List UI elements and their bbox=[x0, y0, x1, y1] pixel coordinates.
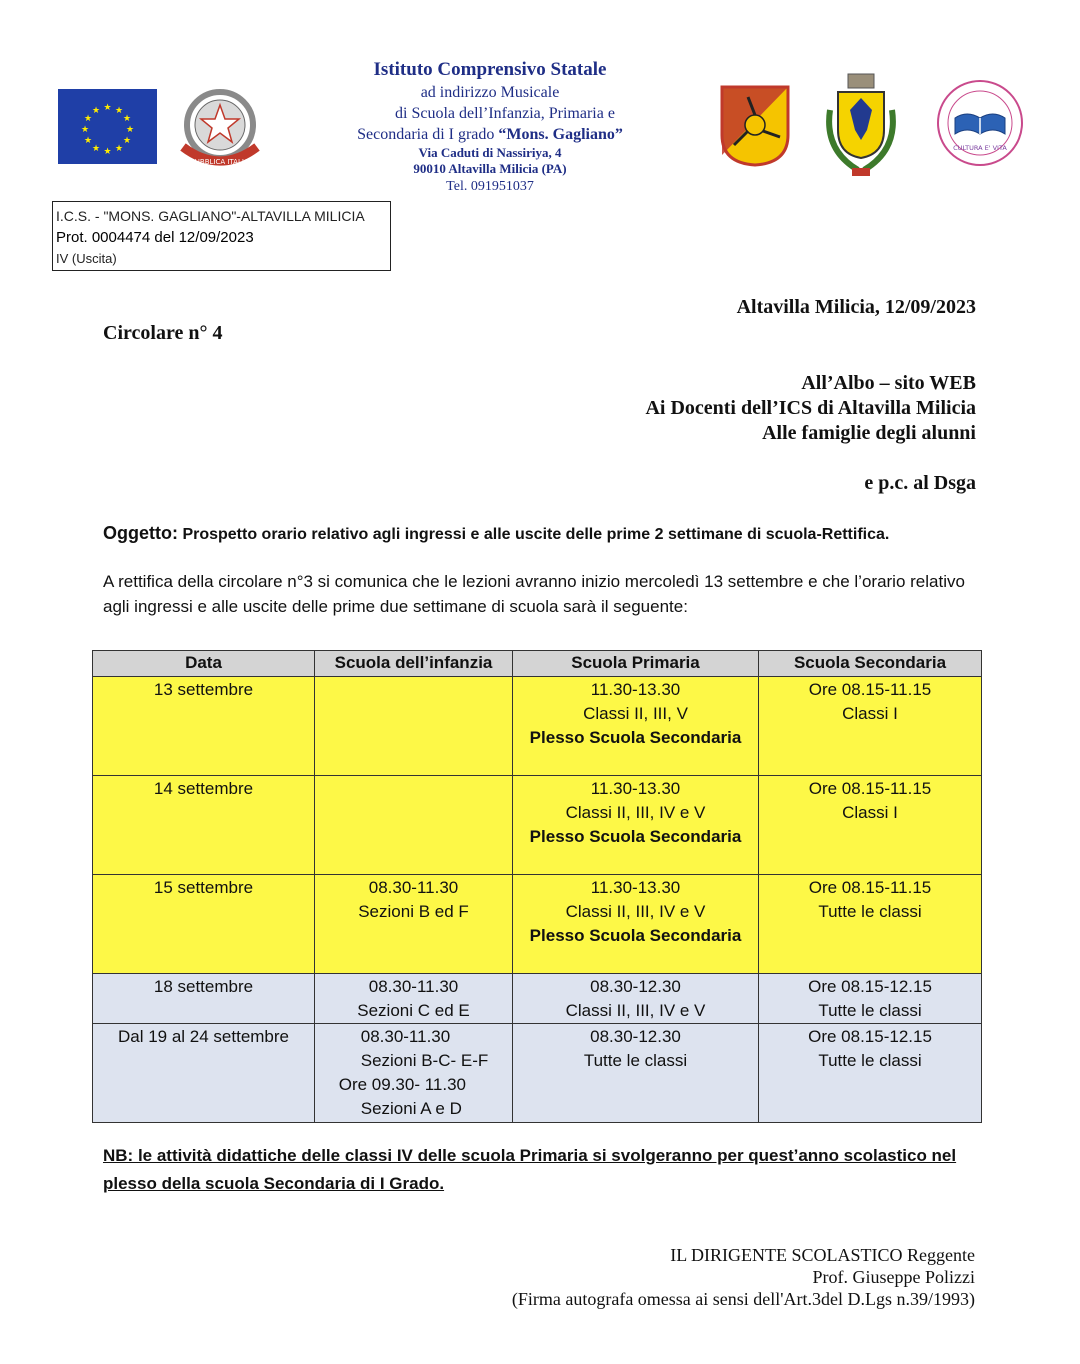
column-header: Data bbox=[93, 651, 315, 677]
svg-text:★: ★ bbox=[83, 136, 93, 146]
protocol-stamp bbox=[52, 201, 391, 271]
column-header: Scuola Primaria bbox=[513, 651, 759, 677]
italian-republic-emblem-label: REPUBBLICA ITALIANA bbox=[181, 158, 259, 166]
table-row bbox=[93, 875, 982, 974]
infanzia-cell: 08.30-11.30 Sezioni C ed E bbox=[315, 974, 513, 1024]
recipient-famiglie: Alle famiglie degli alunni bbox=[762, 422, 976, 444]
intro-paragraph: A rettifica della circolare n°3 si comunica che le lezioni avranno inizio mercoledì 13 settembre e che l’orario relativo agli ingressi e alle uscite delle prime due settimane di scuola sarà il seguente: bbox=[103, 572, 965, 616]
secondaria-cell: Ore 08.15-12.15 Tutte le classi bbox=[759, 974, 982, 1024]
secondaria-cell: Ore 08.15-12.15 Tutte le classi bbox=[759, 1024, 982, 1123]
school-name: Istituto Comprensivo Statale bbox=[373, 59, 607, 80]
schedule-table bbox=[92, 650, 982, 1123]
subject-line bbox=[103, 523, 983, 544]
protocol-institute: I.C.S. - "MONS. GAGLIANO"-ALTAVILLA MILICIA bbox=[56, 208, 365, 224]
circular-number: Circolare n° 4 bbox=[103, 322, 223, 344]
svg-text:★: ★ bbox=[114, 106, 124, 116]
subject-text: Prospetto orario relativo agli ingressi e alle uscite delle prime 2 settimane di scuola-Rettifica. bbox=[182, 526, 890, 543]
secondaria-cell: Ore 08.15-11.15 Tutte le classi bbox=[759, 875, 982, 974]
note-paragraph: NB: le attività didattiche delle classi IV delle scuola Primaria si svolgeranno per quest’anno scolastico nel plesso della scuola Secondaria di I Grado. bbox=[103, 1146, 957, 1193]
table-header-row bbox=[93, 651, 982, 677]
infanzia-cell: 08.30-11.30 Sezioni B ed F bbox=[315, 875, 513, 974]
primaria-cell: 11.30-13.30 Classi II, III, IV e V Plesso Scuola Secondaria bbox=[513, 776, 759, 875]
date-cell: 18 settembre bbox=[93, 974, 315, 1024]
protocol-type: IV (Uscita) bbox=[56, 251, 117, 266]
school-logo-label: CULTURA E' VITA bbox=[953, 144, 1007, 152]
town-crest-icon bbox=[822, 70, 900, 182]
primaria-cell: 08.30-12.30 Classi II, III, IV e V bbox=[513, 974, 759, 1024]
school-phone: Tel. 091951037 bbox=[446, 179, 534, 194]
svg-text:★: ★ bbox=[103, 147, 112, 157]
signature-note: (Firma autografa omessa ai sensi dell'Art.3del D.Lgs n.39/1993) bbox=[511, 1289, 975, 1309]
recipient-albo: All’Albo – sito WEB bbox=[801, 372, 976, 394]
signature-block bbox=[512, 1244, 975, 1310]
school-address: Via Caduti di Nassiriya, 4 bbox=[418, 145, 562, 160]
table-row bbox=[93, 1024, 982, 1123]
signature-role: IL DIRIGENTE SCOLASTICO Reggente bbox=[670, 1245, 975, 1265]
table-row bbox=[93, 974, 982, 1024]
date-cell: 13 settembre bbox=[93, 677, 315, 776]
svg-text:★: ★ bbox=[114, 144, 124, 154]
school-levels-2: Secondaria di I grado “Mons. Gagliano” bbox=[357, 126, 623, 143]
sicily-region-logo-icon bbox=[720, 85, 790, 167]
place-date: Altavilla Milicia, 12/09/2023 bbox=[736, 296, 976, 318]
school-logo-icon bbox=[935, 78, 1025, 168]
recipient-cc: e p.c. al Dsga bbox=[864, 472, 976, 494]
column-header: Scuola Secondaria bbox=[759, 651, 982, 677]
date-cell: Dal 19 al 24 settembre bbox=[93, 1024, 315, 1123]
svg-text:★: ★ bbox=[80, 125, 90, 135]
primaria-cell: 11.30-13.30 Classi II, III, IV e V Plesso Scuola Secondaria bbox=[513, 875, 759, 974]
svg-text:★: ★ bbox=[122, 136, 132, 146]
eu-flag-icon bbox=[58, 89, 157, 164]
svg-text:★: ★ bbox=[91, 144, 101, 154]
svg-text:★: ★ bbox=[103, 103, 112, 113]
primaria-cell: 08.30-12.30 Tutte le classi bbox=[513, 1024, 759, 1123]
subject-label: Oggetto: bbox=[103, 523, 178, 543]
table-row bbox=[93, 776, 982, 875]
infanzia-cell bbox=[315, 776, 513, 875]
column-header: Scuola dell’infanzia bbox=[315, 651, 513, 677]
school-subtitle: ad indirizzo Musicale bbox=[420, 84, 560, 101]
svg-text:★: ★ bbox=[122, 114, 132, 124]
protocol-number: Prot. 0004474 del 12/09/2023 bbox=[56, 229, 254, 246]
school-city: 90010 Altavilla Milicia (PA) bbox=[413, 161, 567, 176]
signature-name: Prof. Giuseppe Polizzi bbox=[812, 1267, 975, 1287]
secondaria-cell: Ore 08.15-11.15 Classi I bbox=[759, 776, 982, 875]
date-cell: 15 settembre bbox=[93, 875, 315, 974]
italian-republic-emblem-icon bbox=[175, 85, 265, 170]
recipients bbox=[645, 371, 976, 446]
svg-text:★: ★ bbox=[91, 106, 101, 116]
date-cell: 14 settembre bbox=[93, 776, 315, 875]
infanzia-cell bbox=[315, 677, 513, 776]
school-levels: di Scuola dell’Infanzia, Primaria e bbox=[395, 105, 615, 122]
infanzia-cell: 08.30-11.30 Sezioni B-C- E-F Ore 09.30- 11.30 Sezioni A e D bbox=[315, 1024, 513, 1123]
svg-text:★: ★ bbox=[125, 125, 135, 135]
recipient-docenti: Ai Docenti dell’ICS di Altavilla Milicia bbox=[645, 397, 976, 419]
school-header bbox=[300, 58, 680, 196]
secondaria-cell: Ore 08.15-11.15 Classi I bbox=[759, 677, 982, 776]
primaria-cell: 11.30-13.30 Classi II, III, V Plesso Scuola Secondaria bbox=[513, 677, 759, 776]
svg-text:★: ★ bbox=[83, 114, 93, 124]
table-row bbox=[93, 677, 982, 776]
